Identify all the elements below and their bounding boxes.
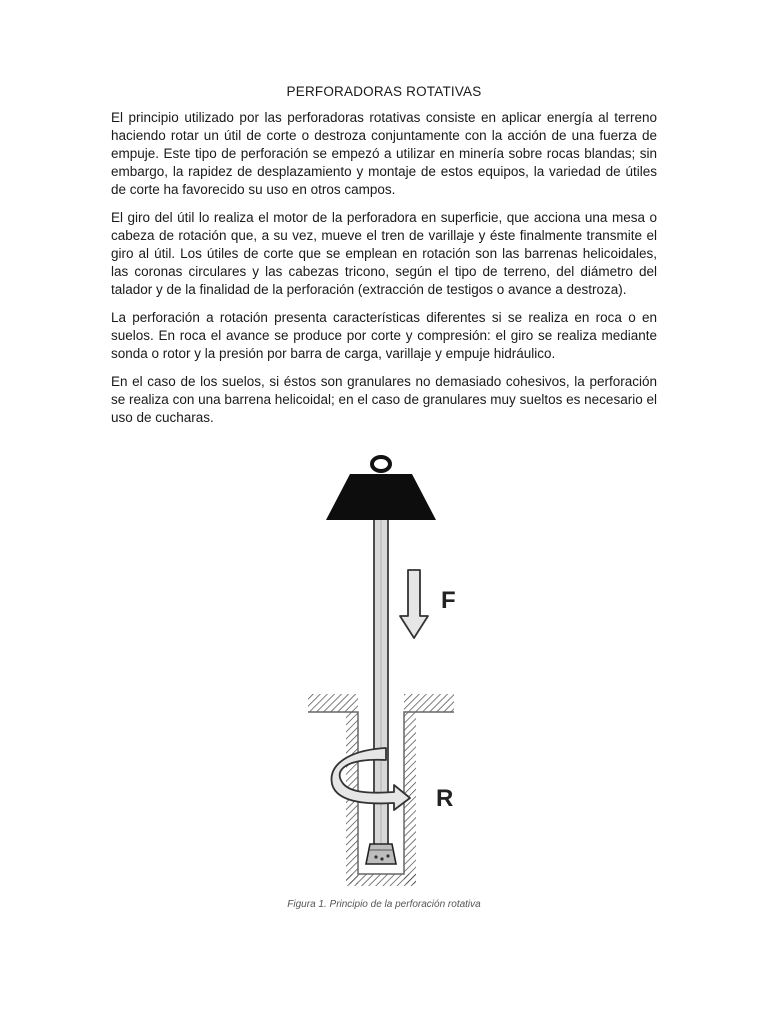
paragraph-2: El giro del útil lo realiza el motor de la perforadora en superficie, que acciona una mesa o cabeza de rotación que, a su vez, mueve el tren de varillaje y éste finalmente transmite el giro al útil. Los útiles de corte que se emplean en rotación son las barrenas helicoidales, las coronas circulares y las cabezas tricono, según el tipo de terreno, del diámetro del talador y de la finalidad de la perforación (extracción de testigos o avance a destroza). [111,210,657,297]
paragraph-4: En el caso de los suelos, si éstos son granulares no demasiado cohesivos, la perforación se realiza con una barrena helicoidal; en el caso de granulares muy sueltos es necesario el uso de cucharas. [111,374,657,425]
page-title: PERFORADORAS ROTATIVAS [286,84,482,99]
body-text [111,109,657,437]
rotation-label: R [436,785,454,812]
drilling-diagram [286,452,486,892]
paragraph-3: La perforación a rotación presenta características diferentes si se realiza en roca o en suelos. En roca el avance se produce por corte y compresión: el giro se realiza mediante sonda o rotor y la presión por barra de carga, varillaje y empuje hidráulico. [111,310,657,361]
rotation-arrow-icon [332,748,410,810]
figure-caption: Figura 1. Principio de la perforación rotativa [287,899,481,910]
rotary-drilling-figure [286,452,486,892]
force-arrow-icon [400,570,428,638]
paragraph-1: El principio utilizado por las perforadoras rotativas consiste en aplicar energía al terreno haciendo rotar un útil de corte o destroza conjuntamente con la acción de una fuerza de empuje. Este tipo de perforación se empezó a utilizar en minería sobre rocas blandas; sin embargo, la rapidez de desplazamiento y montaje de estos equipos, la variedad de útiles de corte ha favorecido su uso en otros campos. [111,110,657,197]
load-weight-icon [326,457,436,520]
cutting-bit-icon [366,844,396,864]
force-label: F [441,587,456,614]
